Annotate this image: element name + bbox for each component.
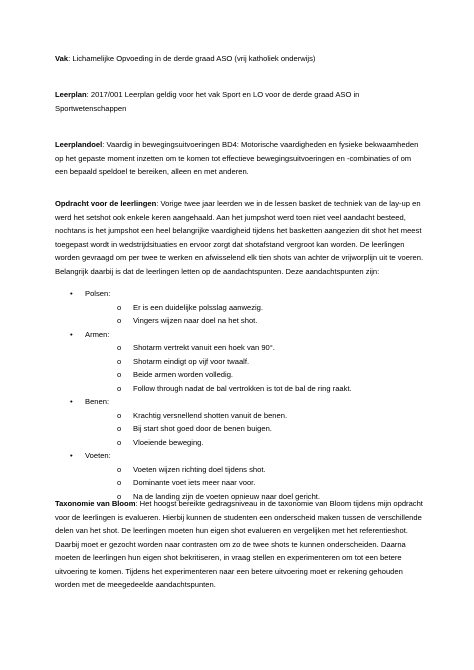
list-item-label: Armen:: [85, 329, 110, 339]
sub-list-item: [85, 314, 430, 328]
bullet-icon: •: [70, 289, 73, 298]
sub-list-item: [85, 382, 430, 396]
sub-list-item: [85, 301, 430, 315]
sub-item-text: Shotarm vertrekt vanuit een hoek van 90°.: [133, 343, 275, 352]
leerplan-text: : 2017/001 Leerplan geldig voor het vak Sport en LO voor de derde graad ASO in Sportwetenschappen: [55, 90, 360, 113]
sub-item-text: Na de landing zijn de voeten opnieuw naar doel gericht.: [133, 491, 321, 501]
circle-bullet-icon: o: [117, 478, 122, 487]
list-item-benen: [70, 395, 430, 449]
sub-item-text: Vingers wijzen naar doel na het shot.: [133, 316, 258, 325]
sub-item-text: Voeten wijzen richting doel tijdens shot.: [133, 464, 266, 474]
list-item-voeten: [70, 449, 430, 503]
opdracht-paragraph: [55, 197, 425, 278]
leerplandoel-text: : Vaardig in bewegingsuitvoeringen BD4: Motorische vaardigheden en fysieke bekwaamheden op het gepaste moment inzetten om te komen tot effectieve bewegingsuitvoeringen en -combinaties of om een bepaald speldoel te bereiken, alleen en met anderen.: [55, 140, 419, 176]
circle-bullet-icon: o: [117, 383, 122, 393]
sub-item-text: Follow through nadat de bal vertrokken is tot de bal de ring raakt.: [133, 383, 352, 393]
bullet-icon: •: [70, 329, 73, 339]
circle-bullet-icon: o: [117, 370, 122, 379]
list-item-label: Benen:: [85, 397, 110, 406]
leerplandoel-label: Leerplandoel: [55, 140, 103, 149]
sub-list-item: [85, 355, 430, 369]
sub-list-item: [85, 409, 430, 423]
sub-item-text: Vloeiende beweging.: [133, 437, 204, 447]
sub-item-text: Shotarm eindigt op vijf voor twaalf.: [133, 356, 250, 366]
bullet-icon: •: [70, 451, 73, 460]
circle-bullet-icon: o: [117, 424, 122, 433]
sub-list-item: [85, 476, 430, 490]
sub-item-text: Er is een duidelijke polsslag aanwezig.: [133, 302, 264, 312]
sub-item-text: Krachtig versnellend shotten vanuit de benen.: [133, 410, 288, 420]
vak-label: Vak: [55, 54, 69, 63]
taxonomie-label: Taxonomie van Bloom: [55, 499, 136, 508]
circle-bullet-icon: o: [117, 302, 122, 312]
circle-bullet-icon: o: [117, 316, 122, 325]
aandachtspunten-list: [70, 287, 430, 503]
sub-list-item: [85, 463, 430, 477]
circle-bullet-icon: o: [117, 491, 122, 501]
leerplandoel-paragraph: [55, 138, 425, 179]
sub-item-text: Bij start shot goed door de benen buigen.: [133, 424, 272, 433]
sub-list-item: [85, 341, 430, 355]
sub-list-item: [85, 422, 430, 436]
sub-item-text: Dominante voet iets meer naar voor.: [133, 478, 256, 487]
list-item-label: Polsen:: [85, 289, 111, 298]
list-item-armen: [70, 328, 430, 396]
opdracht-label: Opdracht voor de leerlingen: [55, 199, 157, 208]
leerplan-label: Leerplan: [55, 90, 87, 99]
bullet-icon: •: [70, 397, 73, 406]
list-item-polsen: [70, 287, 430, 328]
vak-paragraph: [55, 52, 425, 66]
sub-list-item: [85, 368, 430, 382]
taxonomie-text: : Het hoogst bereikte gedragsniveau in de taxonomie van Bloom tijdens mijn opdracht voor de leerlingen is evalueren. Hierbij kunnen de studenten een onderscheid maken tussen de verschillende delen van het shot. De leerlingen moeten hun eigen shot evalueren en vergelijken met het referentieshot. Daarbij moet er gezocht worden naar contrasten om zo de twee shots te kunnen onderscheiden. Daarna moeten de leerlingen hun eigen shot bekritiseren, in vraag stellen en experimenteren om tot een betere uitvoering te komen. Tijdens het experimenteren naar een betere uitvoering moet er rekening gehouden worden met de meegedeelde aandachtspunten.: [55, 499, 423, 589]
vak-text: : Lichamelijke Opvoeding in de derde graad ASO (vrij katholiek onderwijs): [68, 54, 316, 63]
taxonomie-paragraph: [55, 497, 425, 592]
list-item-label: Voeten:: [85, 451, 111, 460]
opdracht-text: : Vorige twee jaar leerden we in de lessen basket de techniek van de lay-up en werd het setshot ook enkele keren aangehaald. Aan het jumpshot werd toen niet veel aandacht besteed, nochtans is het jumpshot een heel belangrijke vaardigheid tijdens het basketten aangezien dit shot het meest toegepast wordt in wedstrijdsituaties en ervoor zorgt dat shotafstand vergroot kan worden. De leerlingen worden gevraagd om per twee te werken en afwisselend elk tien shots van achter de vrijworplijn uit te voeren. Belangrijk daarbij is dat de leerlingen letten op de aandachtspunten. Deze aandachtspunten zijn:: [55, 199, 424, 276]
leerplan-paragraph: [55, 88, 425, 115]
circle-bullet-icon: o: [117, 464, 122, 474]
sub-item-text: Beide armen worden volledig.: [133, 370, 234, 379]
circle-bullet-icon: o: [117, 437, 122, 447]
sub-list-item: [85, 436, 430, 450]
circle-bullet-icon: o: [117, 410, 122, 420]
circle-bullet-icon: o: [117, 356, 122, 366]
circle-bullet-icon: o: [117, 343, 122, 352]
